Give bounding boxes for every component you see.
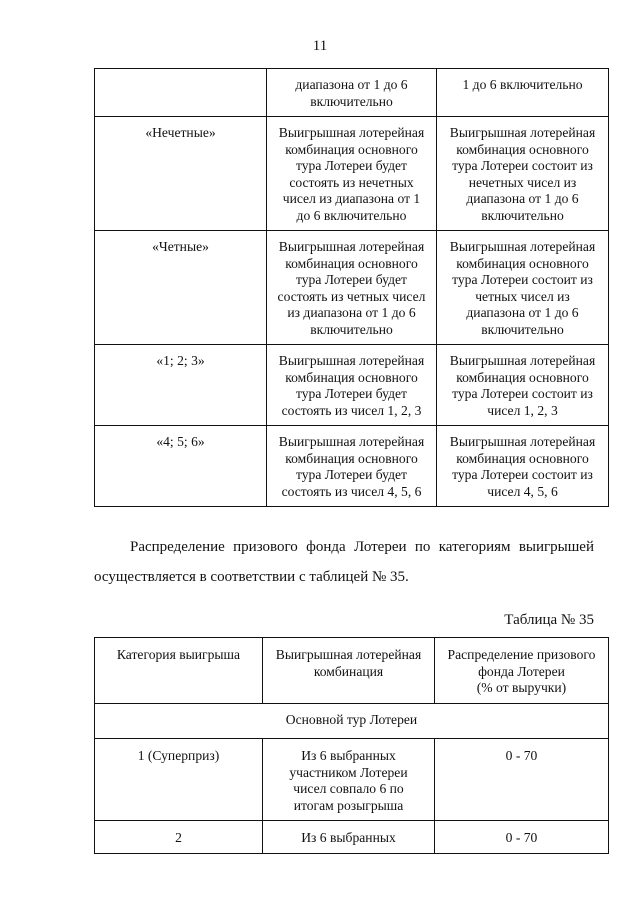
cell-line: комбинация основного: [456, 450, 589, 466]
cell-line: (% от выручки): [476, 680, 567, 695]
combo-name-cell: «4; 5; 6»: [95, 426, 267, 507]
cell-line: тура Лотереи будет: [296, 272, 407, 287]
cell-line: комбинация: [313, 663, 384, 679]
paragraph-line: Распределение призового фонда Лотереи по категориям выигрышей: [130, 539, 594, 555]
combo-name-cell: «Нечетные»: [95, 117, 267, 231]
cell-line: комбинация основного: [285, 141, 418, 157]
table-row: [95, 69, 609, 117]
category-cell: 1 (Суперприз): [95, 739, 263, 821]
table-row: [95, 739, 609, 821]
cell-line: тура Лотереи состоит из: [452, 272, 593, 287]
cell-line: комбинация основного: [285, 255, 418, 271]
cell-line: Из 6 выбранных: [301, 748, 396, 763]
cell-line: тура Лотереи будет: [296, 467, 407, 482]
cell-line: из диапазона от 1 до 6: [287, 305, 416, 320]
cell-line: итогам розыгрыша: [293, 797, 404, 813]
combo-result-cell: [437, 69, 609, 117]
combination-cell: [263, 739, 435, 821]
combo-name-cell: «1; 2; 3»: [95, 345, 267, 426]
cell-line: диапазона от 1 до 6: [295, 77, 408, 92]
header-cell: [263, 638, 435, 704]
cell-line: включительно: [481, 207, 564, 223]
cell-line: до 6 включительно: [296, 207, 407, 223]
cell-line: Выигрышная лотерейная: [449, 239, 596, 254]
cell-line: комбинация основного: [456, 369, 589, 385]
cell-line: включительно: [481, 321, 564, 337]
cell-line: чисел из диапазона от 1: [282, 191, 421, 206]
cell-line: чисел совпало 6 по: [293, 781, 404, 796]
cell-line: комбинация основного: [456, 141, 589, 157]
combo-result-cell: [437, 231, 609, 345]
section-row: [95, 703, 609, 739]
cell-line: Выигрышная лотерейная: [278, 353, 425, 368]
cell-line: комбинация основного: [456, 255, 589, 271]
cell-line: чисел 1, 2, 3: [487, 402, 558, 418]
header-cell: [95, 638, 263, 704]
combo-description-cell: [267, 117, 437, 231]
cell-line: Выигрышная лотерейная: [278, 434, 425, 449]
combo-name-cell: «Четные»: [95, 231, 267, 345]
combo-description-cell: [267, 69, 437, 117]
cell-line: диапазона от 1 до 6: [466, 191, 579, 206]
cell-line: включительно: [310, 321, 393, 337]
combo-result-cell: [437, 345, 609, 426]
cell-line: состоять из четных чисел: [277, 288, 426, 304]
cell-line: диапазона от 1 до 6: [466, 305, 579, 320]
cell-line: Из 6 выбранных: [301, 830, 396, 845]
paragraph-line: осуществляется в соответствии с таблицей № 35.: [94, 569, 409, 585]
table-row: [95, 426, 609, 507]
cell-line: нечетных чисел из: [468, 174, 577, 190]
category-cell: 2: [95, 821, 263, 854]
combo-description-cell: [267, 345, 437, 426]
combo-result-cell: [437, 426, 609, 507]
cell-line: фонда Лотереи: [478, 663, 565, 679]
cell-line: состоять из чисел 4, 5, 6: [281, 483, 422, 499]
prize-distribution-table: [94, 637, 609, 854]
combo-name-cell: [95, 69, 267, 117]
page-number: 11: [312, 38, 328, 54]
table-caption: Таблица № 35: [504, 612, 594, 628]
cell-line: тура Лотереи состоит из: [452, 158, 593, 173]
cell-line: Выигрышная лотерейная: [275, 647, 422, 662]
combo-description-cell: [267, 426, 437, 507]
cell-line: чисел 4, 5, 6: [487, 483, 558, 499]
cell-line: комбинация основного: [285, 450, 418, 466]
combination-cell: [263, 821, 435, 854]
cell-line: Распределение призового: [447, 647, 596, 662]
cell-line: комбинация основного: [285, 369, 418, 385]
cell-line: четных чисел из: [475, 288, 570, 304]
cell-line: Выигрышная лотерейная: [449, 353, 596, 368]
cell-line: Выигрышная лотерейная: [449, 434, 596, 449]
cell-line: включительно: [310, 93, 393, 109]
section-title: Основной тур Лотереи: [95, 703, 609, 739]
share-cell: 0 - 70: [435, 739, 609, 821]
combo-description-cell: [267, 231, 437, 345]
cell-line: состоять из нечетных: [289, 174, 414, 190]
table-row: [95, 821, 609, 854]
share-cell: 0 - 70: [435, 821, 609, 854]
combo-result-cell: [437, 117, 609, 231]
cell-line: 1 до 6 включительно: [462, 77, 583, 92]
cell-line: тура Лотереи состоит из: [452, 467, 593, 482]
cell-line: тура Лотереи состоит из: [452, 386, 593, 401]
table-header-row: [95, 638, 609, 704]
combinations-table: [94, 68, 609, 507]
table-row: [95, 231, 609, 345]
table-row: [95, 117, 609, 231]
cell-line: Выигрышная лотерейная: [449, 125, 596, 140]
cell-line: Выигрышная лотерейная: [278, 125, 425, 140]
cell-line: участником Лотереи: [289, 764, 408, 780]
cell-line: тура Лотереи будет: [296, 158, 407, 173]
table-row: [95, 345, 609, 426]
cell-line: Категория выигрыша: [116, 647, 241, 662]
cell-line: тура Лотереи будет: [296, 386, 407, 401]
header-cell: [435, 638, 609, 704]
cell-line: состоять из чисел 1, 2, 3: [281, 402, 422, 418]
cell-line: Выигрышная лотерейная: [278, 239, 425, 254]
